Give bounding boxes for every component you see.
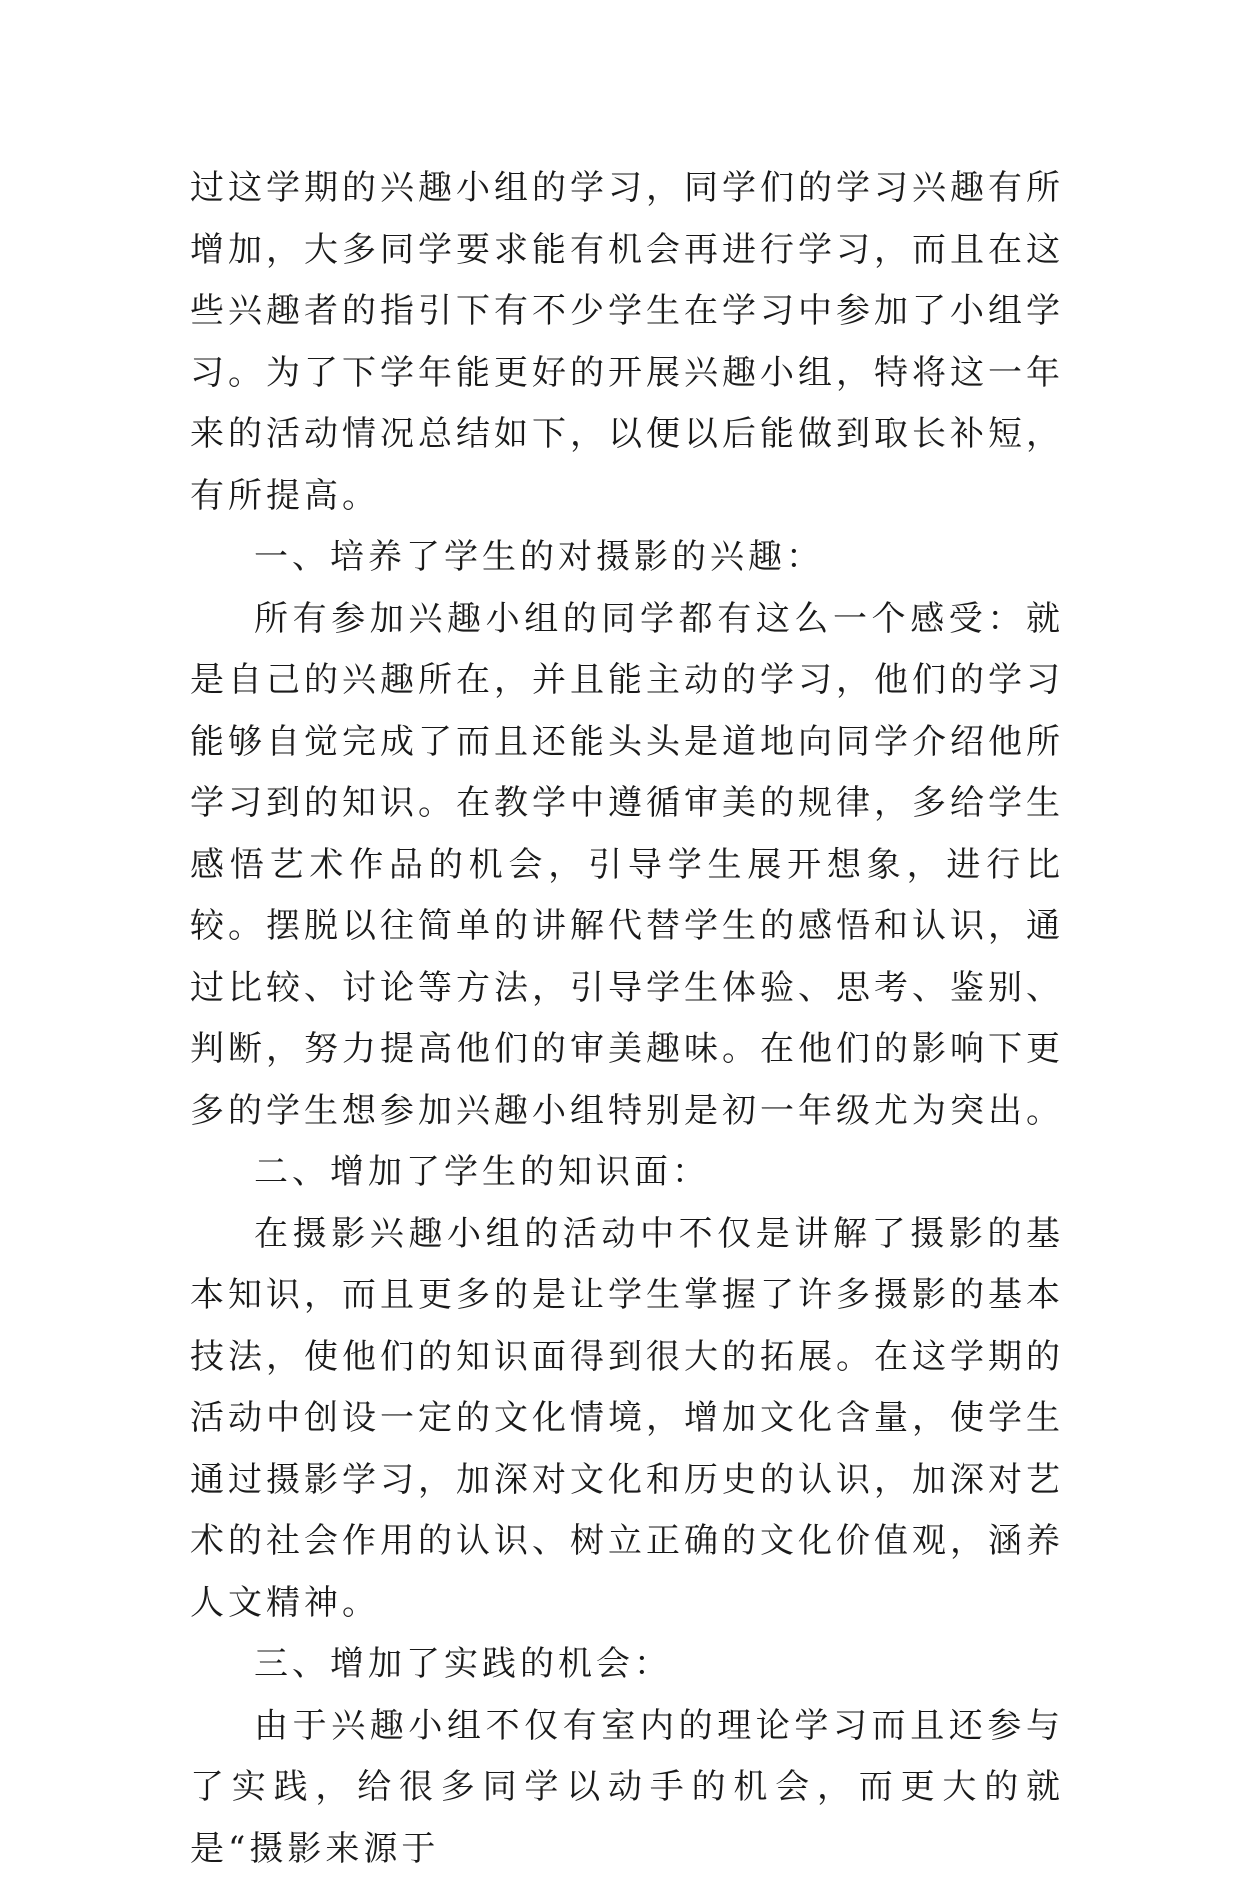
section-1-paragraph: 所有参加兴趣小组的同学都有这么一个感受：就是自己的兴趣所在，并且能主动的学习，他们的学习能够自觉完成了而且还能头头是道地向同学介绍他所学习到的知识。在教学中遵循审美的规律，多给学生感悟艺术作品的机会，引导学生展开想象，进行比较。摆脱以往简单的讲解代替学生的感悟和认识，通过比较、讨论等方法，引导学生体验、思考、鉴别、判断，努力提高他们的审美趣味。在他们的影响下更多的学生想参加兴趣小组特别是初一年级尤为突出。: [190, 589, 1064, 1143]
section-2-paragraph: 在摄影兴趣小组的活动中不仅是讲解了摄影的基本知识，而且更多的是让学生掌握了许多摄影的基本技法，使他们的知识面得到很大的拓展。在这学期的活动中创设一定的文化情境，增加文化含量，使学生通过摄影学习，加深对文化和历史的认识，加深对艺术的社会作用的认识、树立正确的文化价值观，涵养人文精神。: [190, 1204, 1064, 1635]
section-3-paragraph: 由于兴趣小组不仅有室内的理论学习而且还参与了实践，给很多同学以动手的机会，而更大的就是“摄影来源于: [190, 1696, 1064, 1880]
document-body: [190, 158, 1064, 1880]
section-heading-1: 一、培养了学生的对摄影的兴趣：: [190, 527, 1064, 589]
intro-paragraph: 过这学期的兴趣小组的学习，同学们的学习兴趣有所增加，大多同学要求能有机会再进行学习，而且在这些兴趣者的指引下有不少学生在学习中参加了小组学习。为了下学年能更好的开展兴趣小组，特将这一年来的活动情况总结如下，以便以后能做到取长补短，有所提高。: [190, 158, 1064, 527]
section-heading-3: 三、增加了实践的机会：: [190, 1634, 1064, 1696]
section-heading-2: 二、增加了学生的知识面：: [190, 1142, 1064, 1204]
